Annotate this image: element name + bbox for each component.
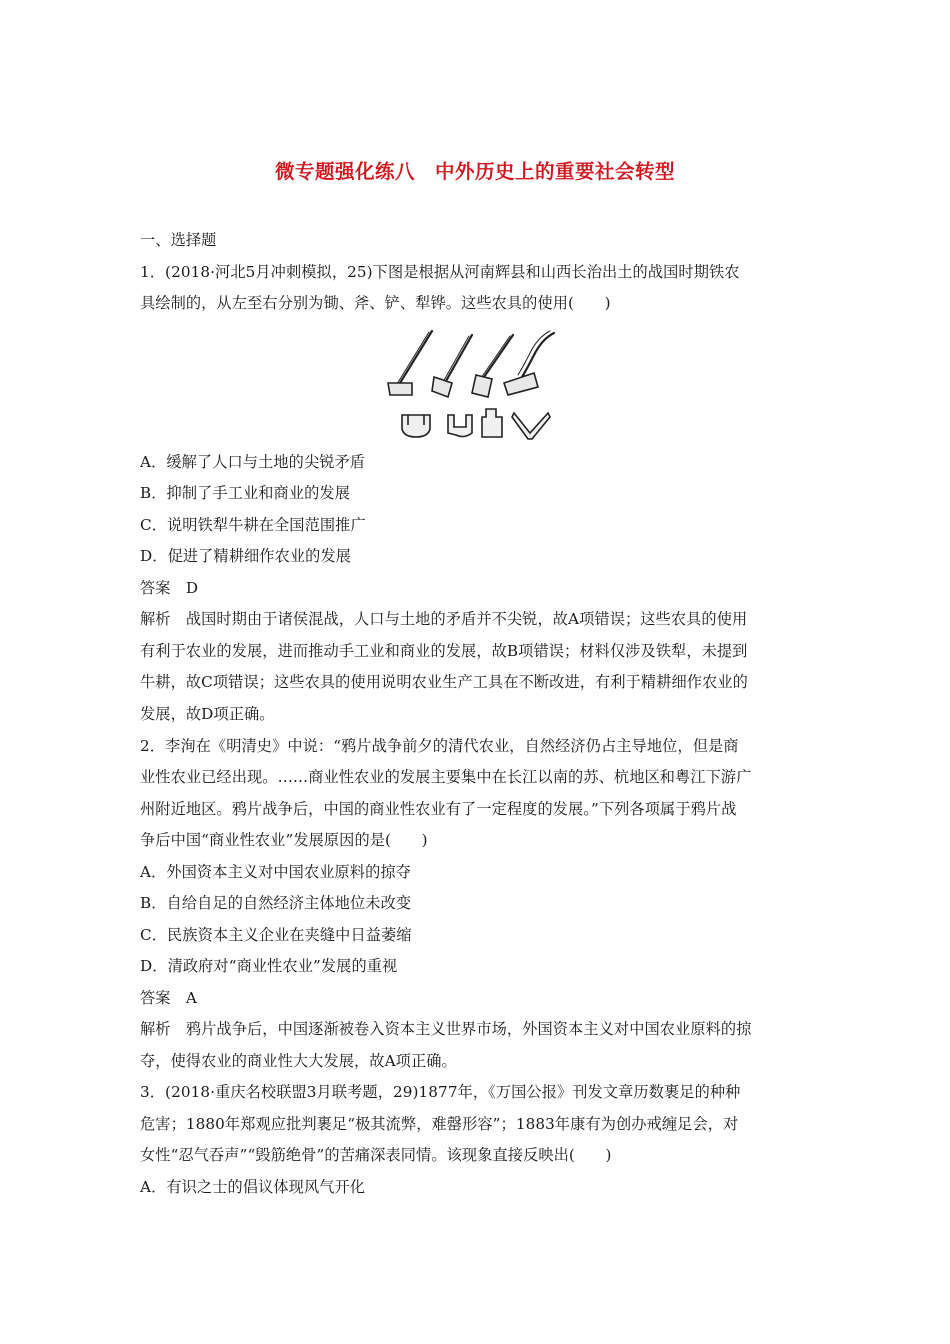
q2-option-c: C．民族资本主义企业在夹缝中日益萎缩 <box>140 926 412 944</box>
page-title: 微专题强化练八 中外历史上的重要社会转型 <box>274 160 675 183</box>
q2-option-a: A．外国资本主义对中国农业原料的掠夺 <box>140 863 411 881</box>
q1-stem-line-1: 1．(2018·河北5月冲刺模拟，25)下图是根据从河南辉县和山西长治出土的战国时期铁农 <box>140 263 740 281</box>
q2-analysis-line-2: 夺，使得农业的商业性大大发展，故A项正确。 <box>140 1052 457 1070</box>
section-heading: 一、选择题 <box>140 231 217 249</box>
q1-answer: 答案 D <box>140 579 199 597</box>
q1-option-a: A．缓解了人口与土地的尖锐矛盾 <box>140 453 366 471</box>
q1-option-d: D．促进了精耕细作农业的发展 <box>140 547 352 565</box>
q2-stem-line-4: 争后中国“商业性农业”发展原因的是( ) <box>140 831 428 849</box>
q2-analysis-line-1: 解析 鸦片战争后，中国逐渐被卷入资本主义世界市场，外国资本主义对中国农业原料的掠 <box>140 1020 752 1038</box>
q1-analysis-line-2: 有利于农业的发展，进而推动手工业和商业的发展，故B项错误；材料仅涉及铁犁，未提到 <box>140 642 748 660</box>
iron-farm-tools-illustration <box>372 325 568 445</box>
q1-analysis-line-4: 发展，故D项正确。 <box>140 705 275 723</box>
q2-stem-line-3: 州附近地区。鸦片战争后，中国的商业性农业有了一定程度的发展。”下列各项属于鸦片战 <box>140 800 737 818</box>
q2-stem-line-2: 业性农业已经出现。……商业性农业的发展主要集中在长江以南的苏、杭地区和粤江下游广 <box>140 768 752 786</box>
q2-option-d: D．清政府对“商业性农业”发展的重视 <box>140 957 398 975</box>
q2-option-b: B．自给自足的自然经济主体地位未改变 <box>140 894 412 912</box>
q1-analysis-line-3: 牛耕，故C项错误；这些农具的使用说明农业生产工具在不断改进，有利于精耕细作农业的 <box>140 673 748 691</box>
iron-farm-tools-figure <box>372 325 568 445</box>
q2-answer: 答案 A <box>140 989 197 1007</box>
q1-option-c: C．说明铁犁牛耕在全国范围推广 <box>140 516 366 534</box>
q1-analysis-line-1: 解析 战国时期由于诸侯混战，人口与土地的矛盾并不尖锐，故A项错误；这些农具的使用 <box>140 610 748 628</box>
q3-stem-line-3: 女性“忍气吞声”“毁筋绝骨”的苦痛深表同情。该现象直接反映出( ) <box>140 1146 612 1164</box>
q3-option-a: A．有识之士的倡议体现风气开化 <box>140 1178 366 1196</box>
q1-stem-line-2: 具绘制的，从左至右分别为锄、斧、铲、犁铧。这些农具的使用( ) <box>140 294 611 312</box>
q3-stem-line-1: 3．(2018·重庆名校联盟3月联考题，29)1877年，《万国公报》刊发文章历数裹足的种种 <box>140 1083 741 1101</box>
q3-stem-line-2: 危害；1880年郑观应批判裹足“极其流弊，难罄形容”；1883年康有为创办戒缠足会，对 <box>140 1115 739 1133</box>
q1-option-b: B．抑制了手工业和商业的发展 <box>140 484 350 502</box>
q2-stem-line-1: 2．李洵在《明清史》中说：“鸦片战争前夕的清代农业，自然经济仍占主导地位，但是商 <box>140 737 739 755</box>
